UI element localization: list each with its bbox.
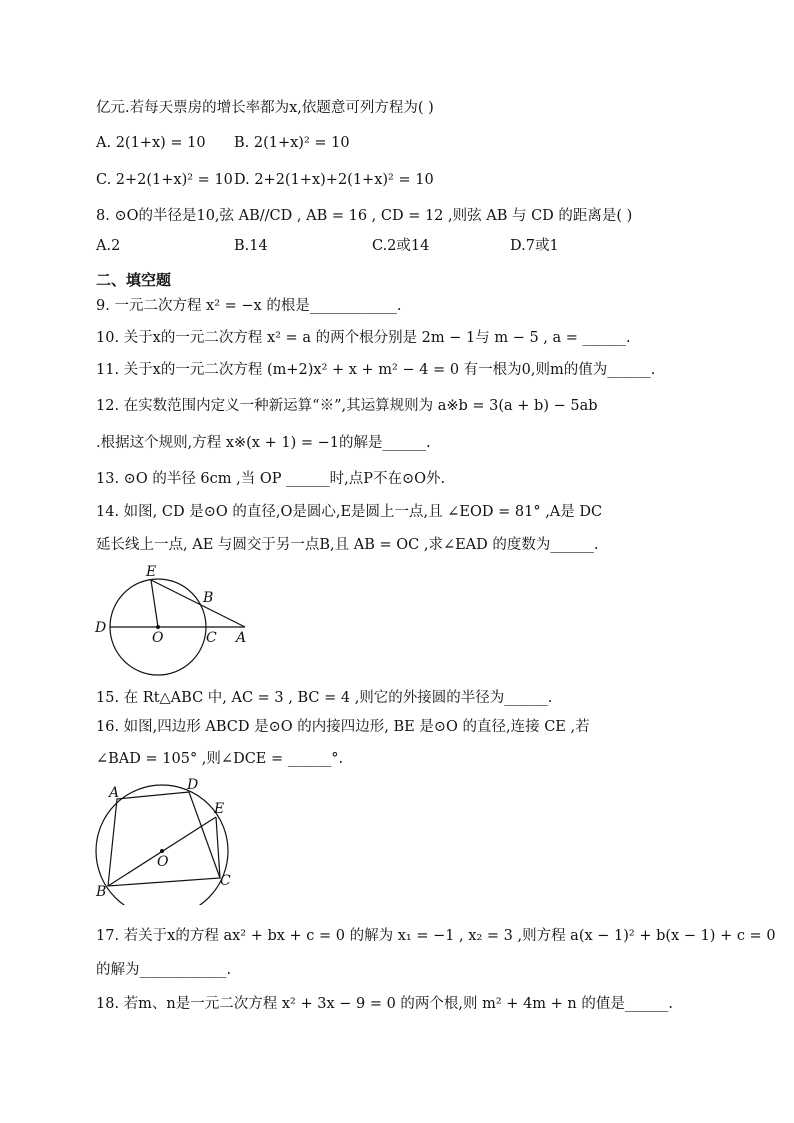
q8-option-c: C.2或14 — [372, 238, 430, 254]
fig1-label-o: O — [152, 630, 164, 646]
q14-line2: 延长线上一点, AE 与圆交于另一点B,且 AB = OC ,求∠EAD 的度数为______. — [96, 537, 599, 553]
fig2-label-a: A — [109, 785, 120, 801]
q9: 9. 一元二次方程 x² = −x 的根是____________. — [96, 298, 402, 314]
fig2-label-e: E — [214, 801, 225, 817]
q12-line2: .根据这个规则,方程 x※(x + 1) = −1的解是______. — [96, 435, 431, 451]
q17-line2: 的解为____________. — [96, 962, 232, 978]
fig2-label-c: C — [220, 873, 231, 889]
section-title: 二、填空题 — [96, 271, 172, 289]
q8: 8. ⊙O的半径是10,弦 AB//CD , AB = 16 , CD = 12 ,则弦 AB 与 CD 的距离是( ) — [96, 208, 633, 224]
q14-line1: 14. 如图, CD 是⊙O 的直径,O是圆心,E是圆上一点,且 ∠EOD = 81° ,A是 DC — [96, 504, 603, 520]
fig2-label-d: D — [187, 777, 199, 793]
q18: 18. 若m、n是一元二次方程 x² + 3x − 9 = 0 的两个根,则 m² + 4m + n 的值是______. — [96, 996, 673, 1012]
q11: 11. 关于x的一元二次方程 (m+2)x² + x + m² − 4 = 0 有一根为0,则m的值为______. — [96, 362, 656, 378]
q10: 10. 关于x的一元二次方程 x² = a 的两个根分别是 2m − 1与 m − 5 , a = ______. — [96, 330, 631, 346]
q7-option-a: A. 2(1+x) = 10 — [96, 135, 206, 151]
q13: 13. ⊙O 的半径 6cm ,当 OP ______时,点P不在⊙O外. — [96, 471, 446, 487]
fig1-label-a: A — [236, 630, 247, 646]
q7-option-d: D. 2+2(1+x)+2(1+x)² = 10 — [234, 172, 434, 188]
q7-option-b: B. 2(1+x)² = 10 — [234, 135, 350, 151]
fig1-label-e: E — [146, 564, 157, 580]
q8-option-d: D.7或1 — [510, 238, 559, 254]
circle-figure-16 — [90, 775, 250, 905]
q17-line1: 17. 若关于x的方程 ax² + bx + c = 0 的解为 x₁ = −1 , x₂ = 3 ,则方程 a(x − 1)² + b(x − 1) + c = 0 — [96, 928, 776, 944]
fig1-label-d: D — [95, 620, 107, 636]
q16-line2: ∠BAD = 105° ,则∠DCE = ______°. — [96, 751, 344, 767]
fig2-label-b: B — [96, 884, 107, 900]
q7-tail: 亿元.若每天票房的增长率都为x,依题意可列方程为( ) — [96, 100, 434, 116]
circle-figure-14 — [90, 560, 260, 682]
q8-option-b: B.14 — [234, 238, 268, 254]
q12-line1: 12. 在实数范围内定义一种新运算“※”,其运算规则为 a※b = 3(a + b) − 5ab — [96, 398, 598, 414]
q16-line1: 16. 如图,四边形 ABCD 是⊙O 的内接四边形, BE 是⊙O 的直径,连接 CE ,若 — [96, 719, 590, 735]
fig1-label-b: B — [203, 590, 214, 606]
fig1-label-c: C — [206, 630, 217, 646]
q7-option-c: C. 2+2(1+x)² = 10 — [96, 172, 233, 188]
q15: 15. 在 Rt△ABC 中, AC = 3 , BC = 4 ,则它的外接圆的半径为______. — [96, 690, 553, 706]
fig2-label-o: O — [157, 854, 169, 870]
q8-option-a: A.2 — [96, 238, 121, 254]
